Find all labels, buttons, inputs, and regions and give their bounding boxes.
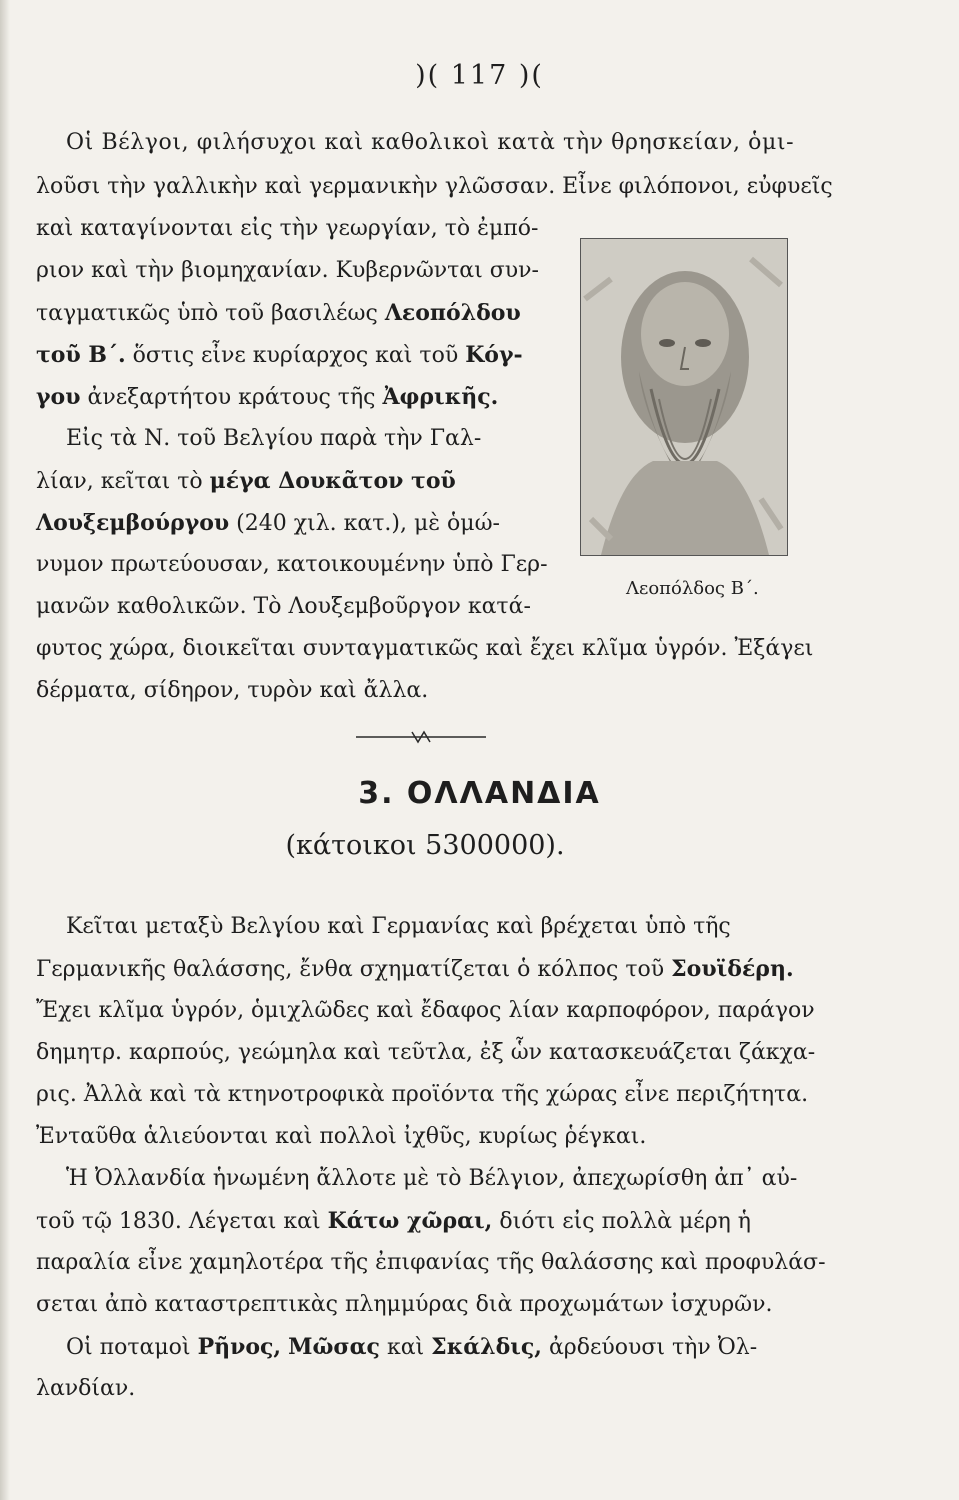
text-line [36,508,500,539]
text-line: ριον καὶ τὴν βιομηχανίαν. Κυβερνῶνται συν- [36,258,539,283]
portrait-caption: Λεοπόλδος Β΄. [626,578,759,599]
place-name-congo-end: γου [36,384,81,410]
text-line [36,340,523,371]
portrait-illustration [581,239,787,555]
text-line: φυτος χώρα, διοικεῖται συνταγματικῶς καὶ ἔχει κλῖμα ὑγρόν. Ἐξάγει [36,636,814,661]
text-line: Ἐνταῦθα ἁλιεύονται καὶ πολλοὶ ἰχθῦς, κυρίως ῥέγκαι. [36,1124,647,1149]
text-line: ρις. Ἀλλὰ καὶ τὰ κτηνοτροφικὰ προϊόντα τῆς χώρας εἶνε περιζήτητα. [36,1082,809,1107]
text-line: Οἱ Βέλγοι, φιλήσυχοι καὶ καθολικοὶ κατὰ τὴν θρησκείαν, ὁμι- [66,130,795,155]
text-line [36,298,521,329]
ornamental-divider [356,730,486,744]
place-name-luxembourg: Λουξεμβούργου [36,510,230,536]
text-line [66,1332,757,1363]
text-run: καὶ [379,1335,432,1360]
place-name-low-countries: Κάτω χῶραι, [327,1208,493,1234]
page-number: )( 117 )( [415,60,544,91]
text-line: καὶ καταγίνονται εἰς τὴν γεωργίαν, τὸ ἐμπό- [36,216,539,241]
text-run: λίαν, κεῖται τὸ [36,469,210,494]
text-line [36,382,498,413]
text-run: ταγματικῶς ὑπὸ τοῦ βασιλέως [36,301,385,326]
river-name-scheldt: Σκάλδις, [431,1334,542,1360]
text-line: λανδίαν. [36,1376,136,1401]
text-run: ἀνεξαρτήτου κράτους τῆς [80,385,383,410]
text-line: δέρματα, σίδηρον, τυρὸν καὶ ἄλλα. [36,678,429,703]
place-name-congo: Κόγ- [465,342,523,368]
text-line: μανῶν καθολικῶν. Τὸ Λουξεμβοῦργον κατά- [36,594,531,619]
text-line: σεται ἀπὸ καταστρεπτικὰς πλημμύρας διὰ προχωμάτων ἰσχυρῶν. [36,1292,773,1317]
place-name-africa: Ἀφρικῆς. [382,384,499,410]
text-run: ὅστις εἶνε κυρίαρχος καὶ τοῦ [125,343,466,368]
page-edge-shadow [0,0,10,1500]
text-line [36,1206,751,1237]
text-line: Εἰς τὰ Ν. τοῦ Βελγίου παρὰ τὴν Γαλ- [66,426,482,451]
text-run: Οἱ ποταμοὶ [66,1335,198,1360]
river-name-rhine: Ρῆνος, [197,1334,282,1360]
text-run: (240 χιλ. κατ.), μὲ ὁμώ- [229,511,500,536]
text-run: Γερμανικῆς θαλάσσης, ἔνθα σχηματίζεται ὁ κόλπος τοῦ [36,957,672,982]
text-line: Ἔχει κλῖμα ὑγρόν, ὁμιχλῶδες καὶ ἔδαφος λίαν καρποφόρον, παράγον [36,998,815,1023]
river-name-meuse: Μῶσας [288,1334,380,1360]
text-line: νυμον πρωτεύουσαν, κατοικουμένην ὑπὸ Γερ- [36,552,548,577]
person-name-leopold: Λεοπόλδου [384,300,521,326]
text-run: τοῦ τῷ 1830. Λέγεται καὶ [36,1209,328,1234]
text-line: δημητρ. καρπούς, γεώμηλα καὶ τεῦτλα, ἐξ ὧν κατασκευάζεται ζάκχα- [36,1040,816,1065]
person-name-leopold-suffix: τοῦ Β΄. [36,342,126,368]
place-name-grand-duchy: μέγα Δουκᾶτον τοῦ [209,468,456,494]
text-line: Κεῖται μεταξὺ Βελγίου καὶ Γερμανίας καὶ βρέχεται ὑπὸ τῆς [66,914,731,939]
text-line [36,954,794,985]
portrait-image-leopold [580,238,788,556]
text-line: λοῦσι τὴν γαλλικὴν καὶ γερμανικὴν γλῶσσαν. Εἶνε φιλόπονοι, εὐφυεῖς [36,174,833,199]
text-run: διότι εἰς πολλὰ μέρη ἡ [492,1209,751,1234]
place-name-zuiderzee: Σουϊδέρη. [671,956,794,982]
section-heading: 3. ΟΛΛΑΝΔΙΑ [358,776,601,811]
text-run: ἀρδεύουσι τὴν Ὀλ- [541,1335,758,1360]
text-line: Ἡ Ὀλλανδία ἡνωμένη ἄλλοτε μὲ τὸ Βέλγιον, ἀπεχωρίσθη ἀπ᾽ αὐ- [66,1166,798,1191]
section-subheading: (κάτοικοι 5300000). [285,830,565,861]
text-line: παραλία εἶνε χαμηλοτέρα τῆς ἐπιφανίας τῆς θαλάσσης καὶ προφυλάσ- [36,1250,826,1275]
text-line [36,466,456,497]
